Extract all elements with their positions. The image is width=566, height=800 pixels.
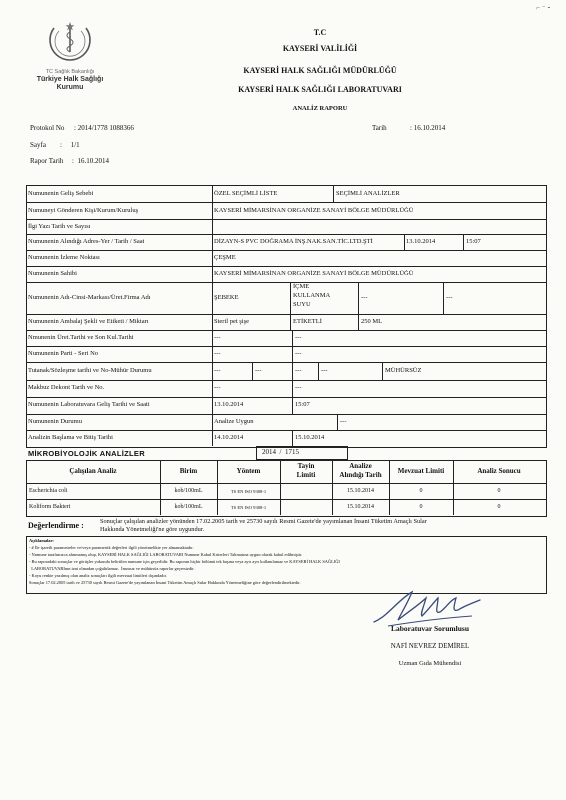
table-row-method: TS EN ISO 9308-1: [230, 505, 267, 510]
note-line: - Numune tarafımızca alınmamış olup, KAYSERİ HALK SAĞLIĞI LABORATUVARI Numune Kabul Kriterleri Talimatına uygun olarak kabul edilmiştir.: [29, 552, 303, 557]
org-name-line1: Türkiye Halk Sağlığı: [36, 76, 104, 83]
note-line: - Koyu renkte yazılmış olan analiz sonuçları ilgili mevzuat limitleri dışındadır.: [29, 573, 167, 578]
note-line: - Bu raporadaki sonuçlar ve görüşler yukarıda belirtilen numune için geçerlidir. Bu raporun hiçbir bölümü tek başına veya ayrı ayrı kullanılamaz ve KAYSERİ HALK SAĞLIĞI: [29, 559, 340, 564]
expiry-date-value: ---: [295, 334, 302, 341]
signatory-name: NAFİ NEVREZ DEMİREL: [390, 642, 470, 650]
table-row-method: TS EN ISO 9308-1: [230, 489, 267, 494]
sampling-date-value: 13.10.2014: [406, 238, 436, 245]
col-header-analysis: Çalışılan Analiz: [69, 467, 117, 475]
minutes-date-value: ---: [214, 367, 221, 374]
date-label: Tarih: [372, 124, 387, 132]
table-row-result: 0: [497, 488, 501, 494]
sampling-time-value: 15:07: [466, 238, 481, 245]
org-name-line2: Kurumu: [56, 84, 84, 91]
analysis-period-label: Analizin Başlama ve Bitiş Tarihi: [28, 434, 113, 441]
col-header-method: Yöntem: [236, 467, 261, 475]
page-label: Sayfa: [30, 141, 46, 149]
notes-title: Açıklamalar:: [29, 538, 54, 543]
contract-date-value: ---: [295, 367, 302, 374]
minutes-seal-label: Tutanak/Sözleşme tarihi ve No-Mühür Durumu: [28, 367, 152, 374]
minutes-no-value: ---: [255, 367, 262, 374]
sample-type-line2: KULLANMA: [293, 292, 331, 299]
col-header-detection-1: Tayin: [297, 462, 315, 470]
document-title: ANALİZ RAPORU: [292, 105, 348, 112]
col-header-detection-2: Limiti: [296, 471, 316, 479]
col-header-result: Analiz Sonucu: [477, 467, 521, 475]
production-date-value: ---: [214, 334, 221, 341]
condition-label: Numunenin Durumu: [28, 418, 82, 425]
sample-type-line3: SUYU: [293, 301, 311, 308]
table-row-unit: kob/100mL: [174, 488, 203, 494]
ministry-logo: [40, 22, 100, 68]
evaluation-text-line1: Sonuçlar çalışılan analizler yönünden 17.02.2005 tarih ve 25730 sayılı Resmi Gazete'de yayımlanan İnsani Tüketim Amaçlı Sular: [100, 518, 427, 525]
micro-section-title: MİKROBİYOLOJİK ANALİZLER: [28, 449, 145, 458]
micro-section-number: 2014 / 1715: [262, 448, 299, 456]
batch-value: ---: [214, 350, 221, 357]
report-date-label: Rapor Tarih: [30, 157, 64, 165]
report-date-value: : 16.10.2014: [72, 157, 109, 165]
lab-heading: KAYSERİ HALK SAĞLIĞI LABORATUVARI: [238, 85, 402, 94]
monitoring-point-value: ÇEŞME: [214, 254, 236, 261]
analysis-end-value: 15.10.2014: [295, 434, 325, 441]
receipt-label: Makbuz Dekont Tarih ve No.: [28, 384, 105, 391]
sampling-address-label: Numunenin Alındığı Adres-Yer / Tarih / Saat: [28, 238, 145, 245]
reference-letter-label: İlgi Yazı Tarih ve Sayısı: [28, 223, 91, 230]
receipt-date-value: ---: [214, 384, 221, 391]
country-heading: T.C: [313, 28, 327, 37]
owner-label: Numunenin Sahibi: [28, 270, 77, 277]
sample-type-line1: İÇME: [293, 283, 310, 290]
table-row-date: 15.10.2014: [347, 488, 374, 494]
table-row-legal-limit: 0: [419, 504, 423, 510]
sender-value: KAYSERİ MİMARSİNAN ORGANİZE SANAYİ BÖLGE MÜDÜRLÜĞÜ: [214, 207, 414, 214]
serial-value: ---: [295, 350, 302, 357]
arrival-time-value: 15:07: [295, 401, 310, 408]
logo-caption: TC Sağlık Bakanlığı: [45, 69, 95, 75]
reason-value-1: ÖZEL SEÇİMLİ LİSTE: [214, 190, 278, 197]
table-row-unit: kob/100mL: [174, 504, 203, 510]
sample-producer-value: ---: [446, 294, 453, 301]
signature-role: Laboratuvar Sorumlusu: [390, 624, 469, 633]
analysis-start-value: 14.10.2014: [214, 434, 244, 441]
note-line: Sonuçlar 17.02.2005 tarih ve 25730 sayılı Resmi Gazete'de yayımlanan İnsani Tüketim Amaçlı Sular Hakkında Yönetmeliğine göre değerlendirilmektedir.: [29, 580, 301, 585]
sampling-address-value: DİZAYN-S PVC DOĞRAMA İNŞ.NAK.SAN.TİC.LTD.ŞTİ: [214, 238, 373, 245]
seal-status-value: MÜHÜRSÜZ: [385, 367, 422, 374]
contract-no-value: ---: [321, 367, 328, 374]
batch-label: Numunenin Parti - Seri No: [28, 350, 99, 357]
table-row-date: 15.10.2014: [347, 504, 374, 510]
sender-label: Numuneyi Gönderen Kişi/Kurum/Kuruluş: [28, 207, 139, 214]
table-row-param: Escherichia coli: [29, 488, 68, 494]
date-value: : 16.10.2014: [410, 124, 446, 132]
protocol-label: Protokol No: [30, 124, 65, 132]
col-header-date-1: Analize: [349, 462, 372, 470]
evaluation-label: Değerlendirme :: [28, 521, 84, 530]
evaluation-text-line2: Hakkında Yönetmeliği'ne göre uygundur.: [100, 526, 205, 533]
signatory-title: Uzman Gıda Mühendisi: [398, 660, 462, 667]
condition-value: Analize Uygun: [214, 418, 254, 425]
condition-note-value: ---: [340, 418, 347, 425]
monitoring-point-label: Numunenin İzleme Noktası: [28, 254, 100, 261]
arrival-label: Numunenin Laboratuvara Geliş Tarihi ve Saati: [28, 401, 150, 408]
reason-value-2: SEÇİMLİ ANALİZLER: [336, 190, 400, 197]
note-line: LABORATUVARInın izni olmadan çoğaltılamaz. İmzasız ve mühürsüz raporlar geçersizdir.: [29, 566, 195, 571]
receipt-no-value: ---: [295, 384, 302, 391]
table-row-legal-limit: 0: [419, 488, 423, 494]
label-status-value: ETİKETLİ: [293, 318, 322, 325]
quantity-value: 250 ML: [361, 318, 383, 325]
table-row-param: Koliform Bakteri: [29, 504, 71, 510]
sample-name-label: Numunenin Adı-Cinsi-Markası/Üret.Firma Adı: [28, 294, 151, 301]
arrival-date-value: 13.10.2014: [214, 401, 244, 408]
packaging-label: Numunenin Ambalaj Şekli ve Etiketi / Miktarı: [28, 318, 149, 325]
corner-mark: ⌐ ⁻ ⁃: [536, 4, 551, 12]
sample-brand-value: ---: [361, 294, 368, 301]
owner-value: KAYSERİ MİMARSİNAN ORGANİZE SANAYİ BÖLGE MÜDÜRLÜĞÜ: [214, 270, 414, 277]
packaging-value: Steril pet şişe: [214, 318, 250, 325]
col-header-date-2: Alındığı Tarih: [339, 471, 382, 479]
production-expiry-label: Nmunenin Üret.Tarihi ve Son Kul.Tarihi: [28, 334, 134, 341]
col-header-unit: Birim: [179, 467, 198, 475]
note-line: - # İle işaretli parametreler ve/veya parametrik değerleri ilgili yönetmelikte yer almamaktadır.: [29, 545, 194, 550]
sample-name-value: ŞEBEKE: [214, 294, 239, 301]
protocol-value: : 2014/1778 1088366: [74, 124, 134, 132]
page-value: : 1/1: [60, 141, 80, 149]
directorate-heading: KAYSERİ HALK SAĞLIĞI MÜDÜRLÜĞÜ: [243, 66, 397, 75]
governorship-heading: KAYSERİ VALİLİĞİ: [282, 44, 358, 53]
table-row-result: 0: [497, 504, 501, 510]
col-header-legal-limit: Mevzuat Limiti: [397, 467, 445, 475]
reason-label: Numunenin Geliş Sebebi: [28, 190, 94, 197]
